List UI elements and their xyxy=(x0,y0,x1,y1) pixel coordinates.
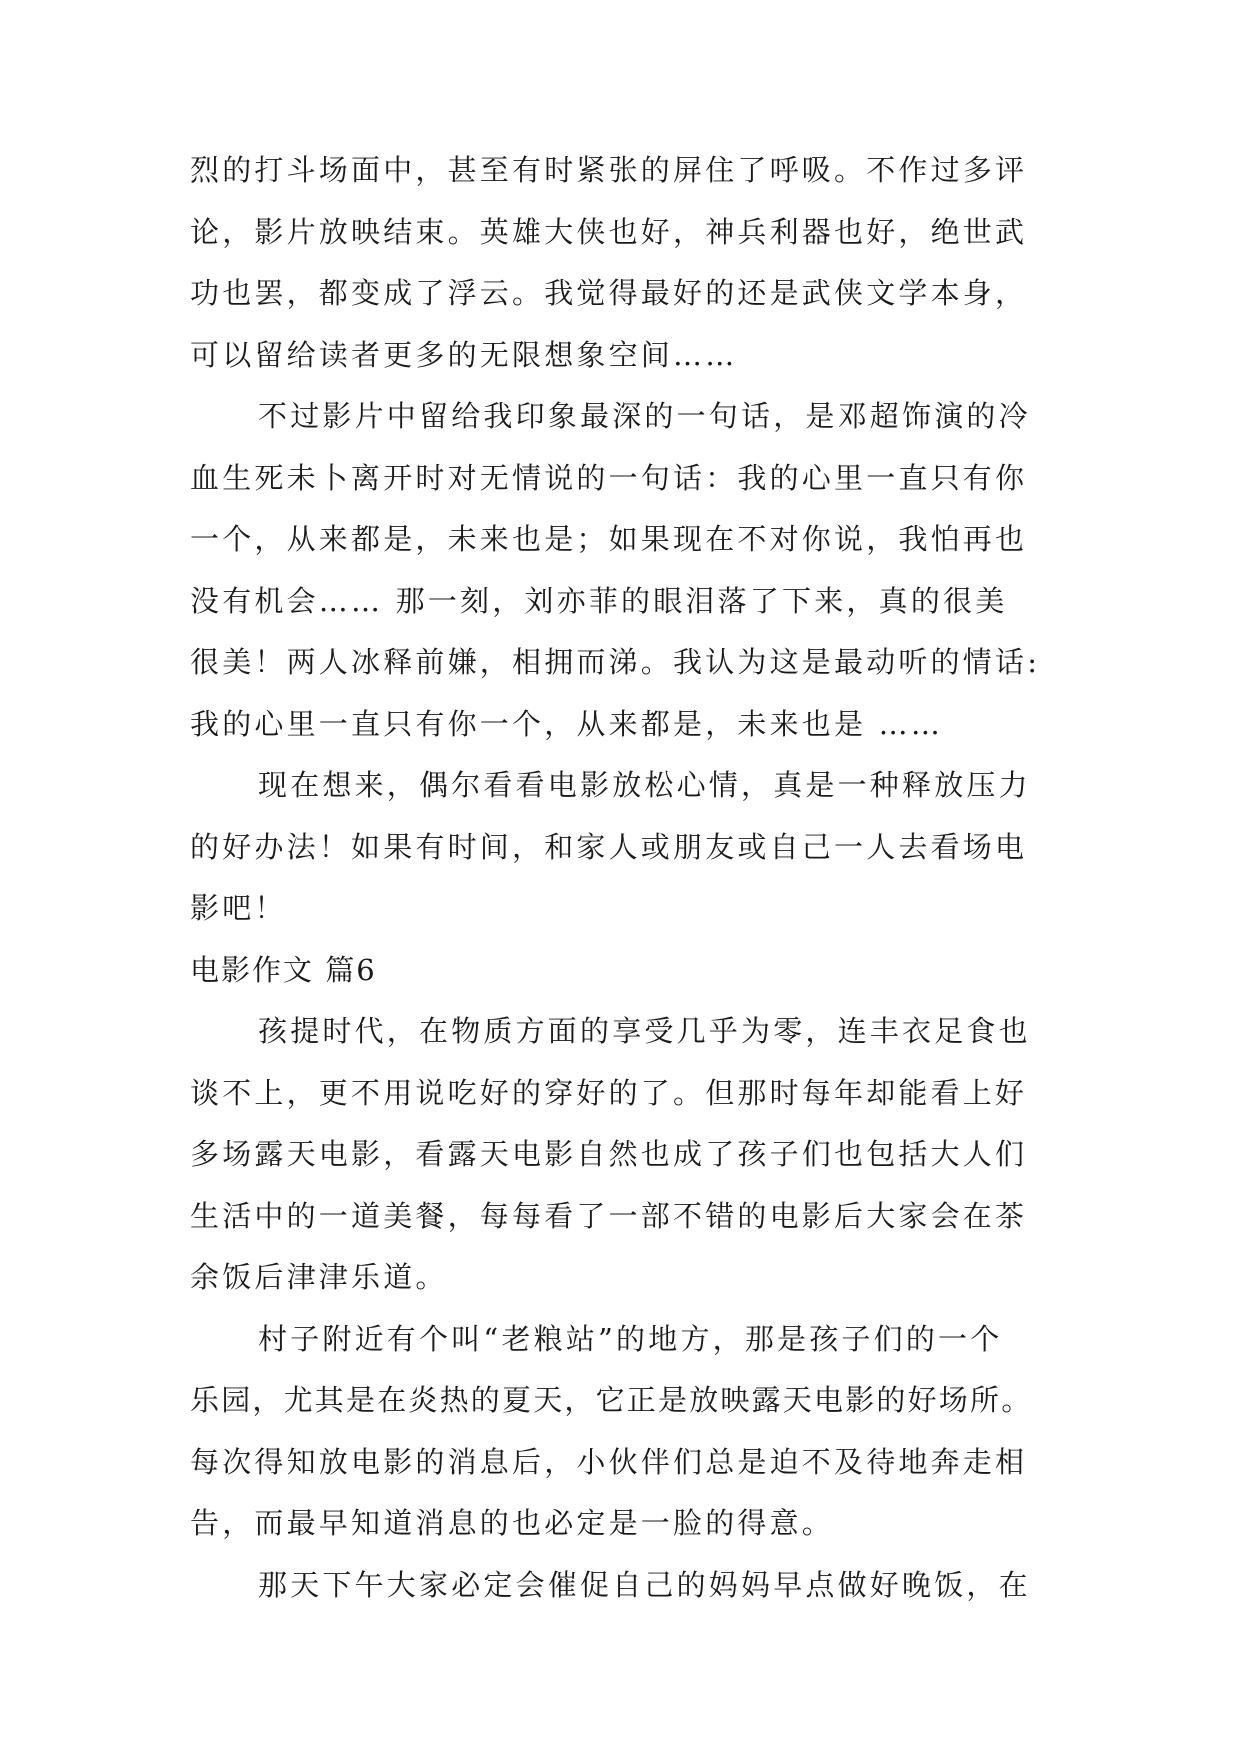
paragraph-line: 现在想来，偶尔看看电影放松心情，真是一种释放压力 xyxy=(258,768,1031,802)
paragraph-line: 那天下午大家必定会催促自己的妈妈早点做好晚饭，在 xyxy=(258,1567,1031,1602)
paragraph-line: 的好办法！如果有时间，和家人或朋友或自己一人去看场电 xyxy=(190,829,1028,864)
document-body xyxy=(190,140,1070,1616)
paragraph-line: 孩提时代，在物质方面的享受几乎为零，连丰衣足食也 xyxy=(258,1014,1031,1048)
paragraph-line: 生活中的一道美餐，每每看了一部不错的电影后大家会在茶 xyxy=(190,1198,1028,1233)
paragraph-line: 血生死未卜离开时对无情说的一句话：我的心里一直只有你 xyxy=(190,460,1028,495)
paragraph-line: 谈不上，更不用说吃好的穿好的了。但那时每年却能看上好 xyxy=(190,1075,1028,1110)
paragraph-line: 可以留给读者更多的无限想象空间…… xyxy=(190,337,738,372)
paragraph-line: 功也罢，都变成了浮云。我觉得最好的还是武侠文学本身， xyxy=(190,276,1028,310)
paragraph-line: 余饭后津津乐道。 xyxy=(190,1260,448,1294)
paragraph-line: 每次得知放电影的消息后，小伙伴们总是迫不及待地奔走相 xyxy=(190,1444,1028,1479)
paragraph-line: 不过影片中留给我印象最深的一句话，是邓超饰演的冷 xyxy=(258,399,1031,433)
paragraph-line: 没有机会…… 那一刻，刘亦菲的眼泪落了下来，真的很美 xyxy=(190,583,1008,618)
paragraph-line: 影吧！ xyxy=(190,891,287,925)
paragraph-line: 一个，从来都是，未来也是；如果现在不对你说，我怕再也 xyxy=(190,522,1028,556)
paragraph-line: 村子附近有个叫“老粮站”的地方，那是孩子们的一个 xyxy=(258,1321,1003,1356)
paragraph-line: 很美！两人冰释前嫌，相拥而涕。我认为这是最动听的情话: xyxy=(190,645,1041,679)
paragraph-line: 告，而最早知道消息的也必定是一脸的得意。 xyxy=(190,1506,835,1540)
section-heading: 电影作文 篇6 xyxy=(190,952,377,987)
paragraph-line: 论，影片放映结束。英雄大侠也好，神兵利器也好，绝世武 xyxy=(190,214,1028,249)
paragraph-line: 乐园，尤其是在炎热的夏天，它正是放映露天电影的好场所。 xyxy=(190,1383,1033,1417)
paragraph-line: 我的心里一直只有你一个，从来都是，未来也是 …… xyxy=(190,706,944,741)
paragraph-line: 烈的打斗场面中，甚至有时紧张的屏住了呼吸。不作过多评 xyxy=(190,153,1028,187)
paragraph-line: 多场露天电影，看露天电影自然也成了孩子们也包括大人们 xyxy=(190,1137,1028,1171)
